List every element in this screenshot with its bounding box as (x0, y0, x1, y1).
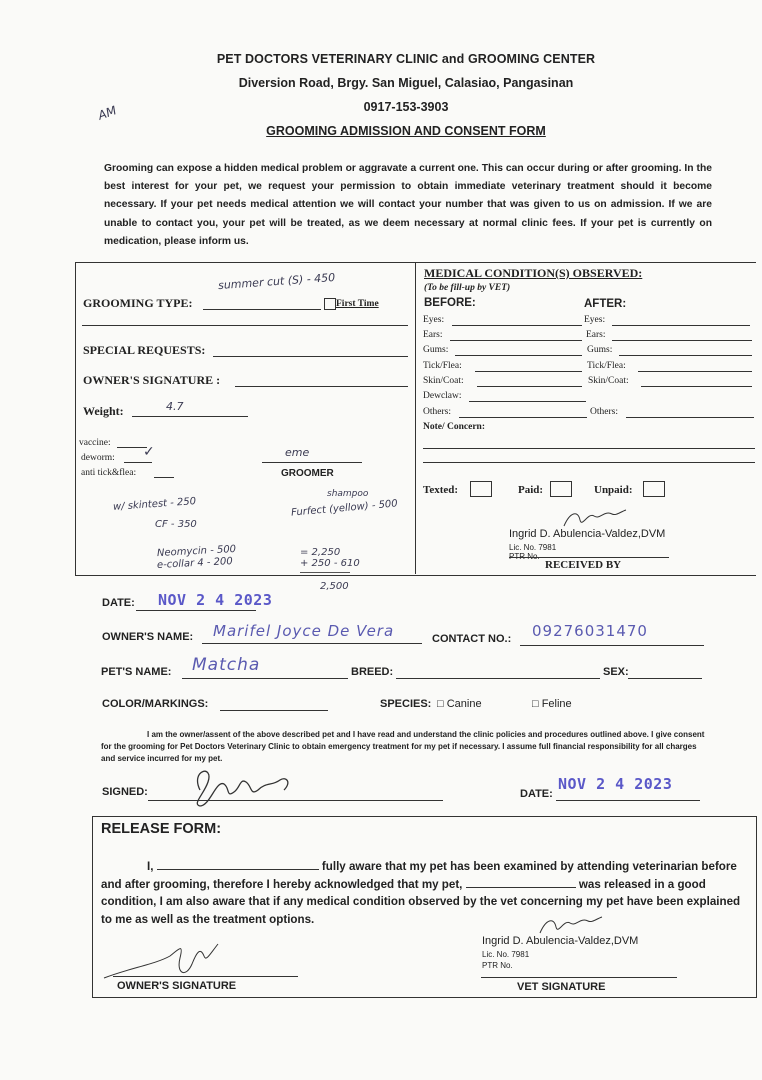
special-requests-label: SPECIAL REQUESTS: (83, 343, 206, 357)
after-ears-label: Ears: (586, 330, 606, 340)
before-others-line[interactable] (459, 417, 587, 418)
vet-ptr-lower: PTR No. (482, 961, 513, 970)
medical-title: MEDICAL CONDITION(S) OBSERVED: (424, 266, 643, 280)
before-ears-label: Ears: (423, 330, 443, 340)
clinic-name: PET DOCTORS VETERINARY CLINIC and GROOMING CENTER (216, 52, 596, 66)
owner-signature-label: OWNER'S SIGNATURE : (83, 373, 221, 387)
before-skin-label: Skin/Coat: (423, 376, 464, 386)
vet-name-lower: Ingrid D. Abulencia-Valdez,DVM (482, 935, 639, 947)
note-ecollar: e-collar 4 - 200 (156, 556, 234, 571)
intro-paragraph: Grooming can expose a hidden medical problem or aggravate a current one. This can occur during or after grooming. In the best interest for your pet, we request your permission to obtain immediate veterinary treatment should it become necessary. If your pet needs medical attention we will contact your number that was given to us on admission. If we are unable to contact you, your pet will be treated, as we deem necessary at normal clinic fees. If your pet is currently on medication, please inform us. (104, 163, 712, 247)
signed-label: SIGNED: (102, 786, 148, 798)
note-underline (300, 572, 350, 573)
release-paragraph (101, 858, 751, 928)
sex-label: SEX: (603, 666, 629, 678)
contact-line (520, 645, 704, 646)
breed-line[interactable] (396, 678, 600, 679)
before-tick-label: Tick/Flea: (423, 361, 462, 371)
grooming-type-value[interactable]: summer cut (S) - 450 (217, 270, 336, 293)
note-line-2[interactable] (423, 462, 755, 463)
owner-name-line (202, 643, 422, 644)
note-neomycin: Neomycin - 500 (156, 543, 237, 560)
species-label: SPECIES: (380, 698, 432, 710)
after-label: AFTER: (584, 298, 627, 310)
owner-signature-line[interactable] (235, 386, 408, 387)
margin-note: AM (96, 103, 119, 123)
unpaid-label: Unpaid: (594, 484, 633, 496)
date-label: DATE: (102, 597, 135, 609)
vet-lic-lower: Lic. No. 7981 (482, 950, 530, 959)
contact-value[interactable]: 09276031470 (532, 622, 648, 640)
note-furfect: Furfect (yellow) - 500 (290, 498, 399, 519)
column-divider (415, 262, 416, 574)
before-dewclaw-line[interactable] (469, 401, 586, 402)
groomer-line (262, 462, 362, 463)
special-requests-line[interactable] (213, 356, 408, 357)
before-eyes-label: Eyes: (423, 315, 445, 325)
date2-stamp: NOV 2 4 2023 (558, 775, 673, 793)
groomer-value: eme (285, 446, 310, 459)
release-vet-sig-line[interactable] (481, 977, 677, 978)
note-grand-total: 2,500 (320, 581, 349, 592)
pet-name-line (182, 678, 348, 679)
note-shampoo: shampoo (327, 489, 369, 499)
release-text-c: was released in a good condition, I am also aware that if any medical condition observed by the vet concerning my pet have been explained to me as well as the treatment options. (101, 877, 741, 926)
release-title: RELEASE FORM: (101, 821, 222, 837)
before-ears-line[interactable] (450, 340, 582, 341)
after-skin-label: Skin/Coat: (588, 376, 629, 386)
color-line[interactable] (220, 710, 328, 711)
medical-subtitle: (To be fill-up by VET) (424, 283, 511, 293)
texted-label: Texted: (423, 484, 459, 496)
unpaid-checkbox[interactable] (643, 481, 665, 497)
owner-signature-mark (180, 760, 300, 810)
after-eyes-label: Eyes: (584, 315, 606, 325)
note-line-1[interactable] (423, 448, 755, 449)
canine-option[interactable]: □ Canine (437, 698, 482, 710)
after-tick-label: Tick/Flea: (587, 361, 626, 371)
grooming-extra-line (82, 325, 408, 326)
owner-name-label: OWNER'S NAME: (102, 631, 194, 643)
release-owner-signature-mark (100, 938, 230, 984)
vaccine-label: vaccine: (79, 438, 111, 448)
groomer-label: GROOMER (281, 468, 334, 479)
first-time-checkbox[interactable] (324, 298, 336, 310)
paid-checkbox[interactable] (550, 481, 572, 497)
before-gums-label: Gums: (423, 345, 449, 355)
release-owner-blank[interactable] (157, 858, 319, 870)
clinic-phone: 0917-153-3903 (363, 100, 449, 114)
weight-value[interactable]: 4.7 (166, 400, 184, 413)
release-pet-blank[interactable] (466, 876, 576, 888)
consent-paragraph: I am the owner/assent of the above described pet and I have read and understand the clinic policies and procedures outlined above. I give consent for the grooming for Pet Doctors Veterinary Clinic to obtain emergency treatment for my pet if necessary. I assume full financial responsibility for all charges and service incurred for my pet. (101, 730, 705, 763)
date2-line[interactable] (556, 800, 700, 801)
before-gums-line[interactable] (455, 355, 582, 356)
after-eyes-line[interactable] (612, 325, 750, 326)
vet-lic-upper: Lic. No. 7981 (509, 543, 557, 552)
date-stamp: NOV 2 4 2023 (158, 591, 273, 609)
pet-name-label: PET'S NAME: (101, 666, 172, 678)
before-skin-line[interactable] (477, 386, 582, 387)
after-gums-label: Gums: (587, 345, 613, 355)
before-others-label: Others: (423, 407, 451, 417)
after-tick-line[interactable] (638, 371, 752, 372)
before-label: BEFORE: (424, 297, 476, 309)
paid-label: Paid: (518, 484, 544, 496)
release-text-b: fully aware that my pet has been examined by attending veterinarian before and after grooming, therefore I hereby acknowledged that my pet, (101, 860, 737, 891)
pet-name-value[interactable]: Matcha (192, 655, 261, 675)
antitick-label: anti tick&flea: (81, 468, 137, 478)
antitick-line[interactable] (154, 477, 174, 478)
after-ears-line[interactable] (612, 340, 752, 341)
note-concern-label: Note/ Concern: (423, 422, 485, 432)
before-tick-line[interactable] (475, 371, 582, 372)
breed-label: BREED: (351, 666, 394, 678)
after-skin-line[interactable] (641, 386, 752, 387)
texted-checkbox[interactable] (470, 481, 492, 497)
grooming-type-label: GROOMING TYPE: (83, 296, 193, 310)
before-eyes-line[interactable] (452, 325, 582, 326)
received-by-line[interactable] (509, 557, 669, 558)
vet-name-upper: Ingrid D. Abulencia-Valdez,DVM (509, 528, 666, 540)
deworm-check: ✓ (143, 444, 155, 460)
after-gums-line[interactable] (619, 355, 752, 356)
form-header (0, 52, 762, 138)
first-time-label: First Time (336, 299, 379, 309)
before-dewclaw-label: Dewclaw: (423, 391, 462, 401)
release-owner-sig-line[interactable] (113, 976, 298, 977)
color-label: COLOR/MARKINGS: (102, 698, 209, 710)
contact-label: CONTACT NO.: (432, 633, 512, 645)
release-owner-sig-label: OWNER'S SIGNATURE (117, 980, 237, 992)
deworm-line[interactable] (124, 462, 152, 463)
release-text-a: I, (147, 860, 154, 873)
form-title: GROOMING ADMISSION AND CONSENT FORM (266, 124, 546, 138)
after-others-label: Others: (590, 407, 618, 417)
date-line[interactable] (136, 610, 256, 611)
weight-label: Weight: (83, 404, 124, 418)
after-others-line[interactable] (626, 417, 754, 418)
clinic-address: Diversion Road, Brgy. San Miguel, Calasiao, Pangasinan (238, 76, 574, 90)
owner-name-value[interactable]: Marifel Joyce De Vera (213, 622, 395, 640)
deworm-label: deworm: (81, 453, 115, 463)
vet-ptr-upper: PTR No. (509, 552, 540, 561)
note-cf: CF - 350 (155, 519, 197, 530)
weight-line (132, 416, 248, 417)
sex-line[interactable] (628, 678, 702, 679)
received-by-label: RECEIVED BY (545, 559, 622, 571)
release-vet-sig-label: VET SIGNATURE (517, 981, 606, 993)
date2-label: DATE: (520, 788, 553, 800)
grooming-type-line (203, 309, 321, 310)
note-plus: + 250 - 610 (300, 558, 360, 569)
feline-option[interactable]: □ Feline (532, 698, 572, 710)
note-skintest: w/ skintest - 250 (112, 496, 197, 513)
note-total: = 2,250 (300, 547, 341, 558)
